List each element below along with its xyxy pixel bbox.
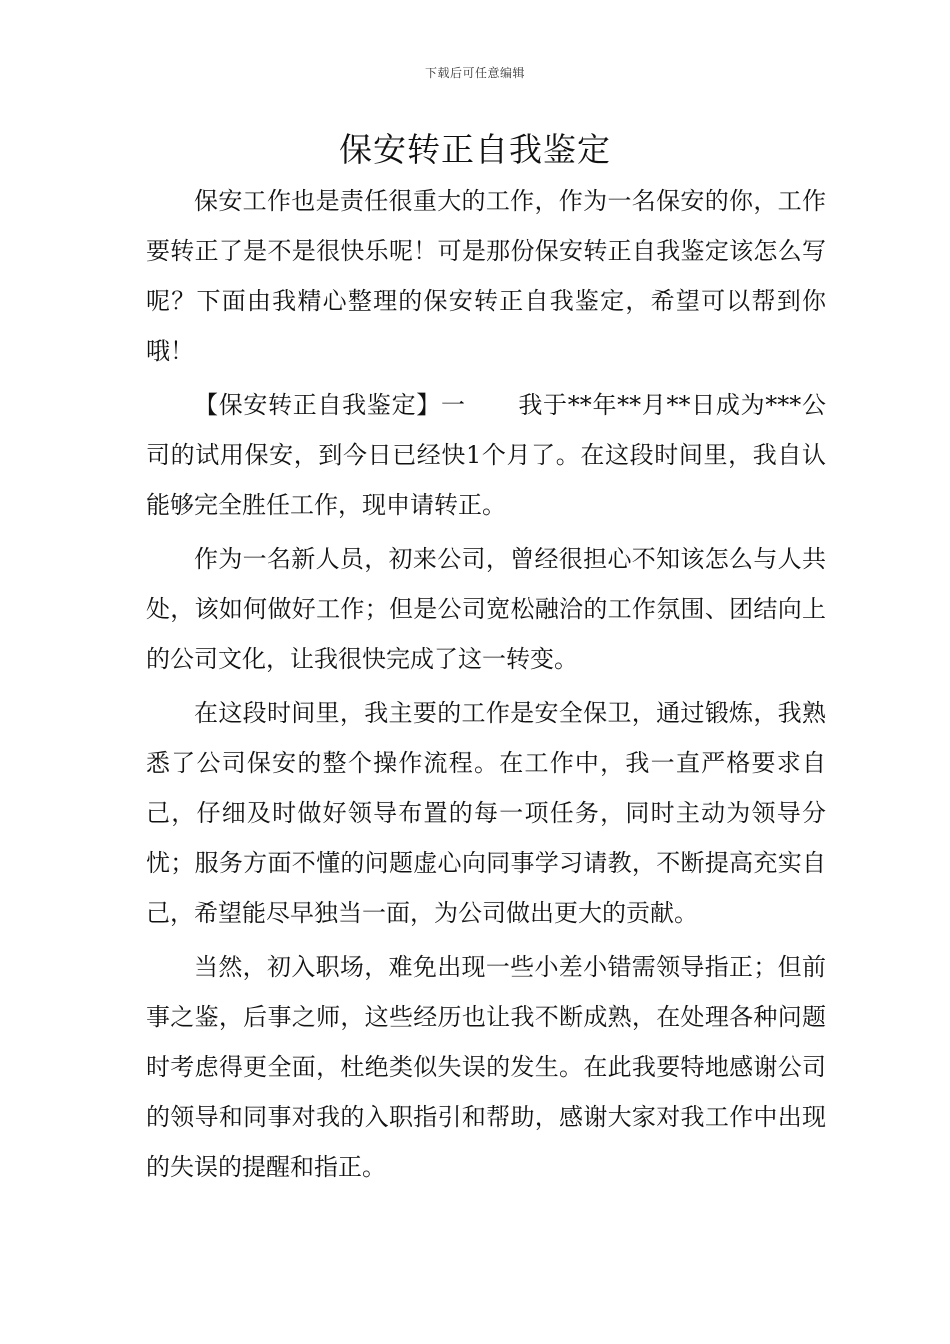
document-body <box>146 176 826 1196</box>
paragraph-intro: 保安工作也是责任很重大的工作，作为一名保安的你，工作要转正了是不是很快乐呢！可是那份保安转正自我鉴定该怎么写呢？下面由我精心整理的保安转正自我鉴定，希望可以帮到你哦！ <box>146 187 826 365</box>
paragraph-duties: 在这段时间里，我主要的工作是安全保卫，通过锻炼，我熟悉了公司保安的整个操作流程。在工作中，我一直严格要求自己，仔细及时做好领导布置的每一项任务，同时主动为领导分忧；服务方面不懂的问题虚心向同事学习请教，不断提高充实自己，希望能尽早独当一面，为公司做出更大的贡献。 <box>146 699 826 927</box>
header-note: 下载后可任意编辑 <box>424 66 525 80</box>
paragraph-section-one <box>146 380 826 530</box>
document-title: 保安转正自我鉴定 <box>339 130 611 169</box>
paragraph-new-staff: 作为一名新人员，初来公司，曾经很担心不知该怎么与人共处，该如何做好工作；但是公司宽松融洽的工作氛围、团结向上的公司文化，让我很快完成了这一转变。 <box>146 545 826 673</box>
paragraph-thanks: 当然，初入职场，难免出现一些小差小错需领导指正；但前事之鉴，后事之师，这些经历也让我不断成熟，在处理各种问题时考虑得更全面，杜绝类似失误的发生。在此我要特地感谢公司的领导和同事对我的入职指引和帮助，感谢大家对我工作中出现的失误的提醒和指正。 <box>146 953 826 1181</box>
section-one-heading: 【保安转正自我鉴定】一 <box>194 391 466 419</box>
section-one-text: 我于**年**月**日成为***公司的试用保安，到今日已经快1个月了。在这段时间里，我自认能够完全胜任工作，现申请转正。 <box>146 391 827 519</box>
